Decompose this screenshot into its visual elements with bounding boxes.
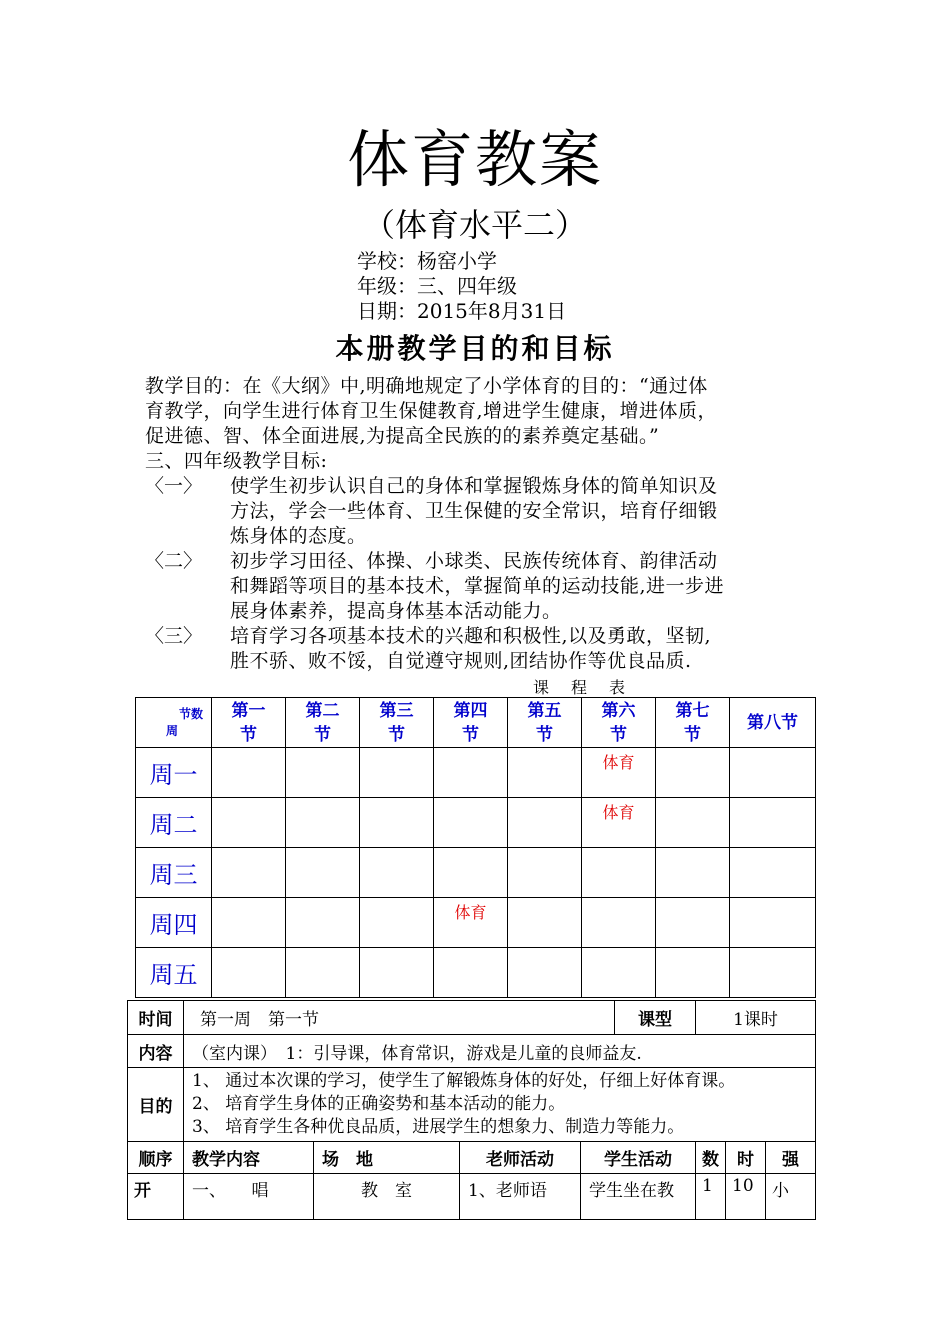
col-count: 数 <box>696 1142 726 1174</box>
day-label: 周二 <box>136 798 212 848</box>
plan-header-row <box>128 1142 816 1174</box>
pe-class-cell: 体育 <box>434 898 508 948</box>
period-header: 第一 节 <box>212 698 286 748</box>
col-student: 学生活动 <box>581 1142 696 1174</box>
time-value: 第一周 第一节 <box>200 1010 319 1030</box>
goal-3-mark: 〈三〉 <box>145 625 203 647</box>
date-line: 日期：2015年8月31日 <box>357 299 567 323</box>
day-label: 周一 <box>136 748 212 798</box>
col-order: 顺序 <box>128 1142 184 1174</box>
schedule-corner-cell <box>136 698 212 748</box>
time-row <box>128 1001 816 1035</box>
row-content: 一、 唱 <box>184 1174 314 1220</box>
day-label: 周四 <box>136 898 212 948</box>
schedule-row <box>136 798 816 848</box>
lesson-plan-table <box>127 1000 816 1220</box>
row-count: 1 <box>696 1174 726 1220</box>
goal-1-text: 使学生初步认识自己的身体和掌握锻炼身体的简单知识及 方法，学会一些体育、卫生保健的安全常识，培育仔细锻 炼身体的态度。 <box>230 475 718 547</box>
time-label: 时间 <box>128 1001 184 1035</box>
period-header: 第八节 <box>730 698 816 748</box>
period-header: 第二 节 <box>286 698 360 748</box>
row-time: 10 <box>726 1174 766 1220</box>
purpose-line-1: 教学目的：在《大纲》中,明确地规定了小学体育的目的：“通过体 <box>145 375 708 397</box>
page-subtitle: （体育水平二） <box>362 206 587 244</box>
goal-item: 1、 通过本次课的学习，使学生了解锻炼身体的好处，仔细上好体育课。 <box>192 1071 736 1091</box>
school-line: 学校：杨窑小学 <box>357 249 497 273</box>
row-student: 学生坐在教 <box>581 1174 696 1220</box>
goal-label: 目的 <box>128 1068 184 1142</box>
schedule-row <box>136 948 816 998</box>
schedule-header-row <box>136 698 816 748</box>
row-venue: 教 室 <box>314 1174 460 1220</box>
grade-line: 年级：三、四年级 <box>357 274 517 298</box>
period-header: 第六 节 <box>582 698 656 748</box>
lesson-type-label: 课型 <box>614 1001 695 1034</box>
col-time: 时 <box>726 1142 766 1174</box>
content-row <box>128 1035 816 1068</box>
goal-2-text: 初步学习田径、体操、小球类、民族传统体育、韵律活动 和舞蹈等项目的基本技术，掌握简单的运动技能,进一步进 展身体素养，提高身体基本活动能力。 <box>230 550 725 622</box>
period-header: 第四 节 <box>434 698 508 748</box>
day-label: 周三 <box>136 848 212 898</box>
table-row <box>128 1174 816 1220</box>
corner-week-label: 周 <box>166 724 179 738</box>
content-value: （室内课） 1：引导课，体育常识，游戏是儿童的良师益友. <box>184 1035 816 1068</box>
day-label: 周五 <box>136 948 212 998</box>
col-intensity: 强 <box>766 1142 816 1174</box>
row-intensity: 小 <box>766 1174 816 1220</box>
goal-row <box>128 1068 816 1142</box>
page-title: 体育教案 <box>346 123 603 196</box>
lesson-type-value: 1课时 <box>696 1001 816 1035</box>
schedule-table <box>135 697 816 998</box>
goal-item: 2、 培育学生身体的正确姿势和基本活动的能力。 <box>192 1094 566 1114</box>
goal-item: 3、 培育学生各种优良品质，进展学生的想象力、制造力等能力。 <box>192 1117 685 1137</box>
goal-1-mark: 〈一〉 <box>145 475 203 497</box>
period-header: 第五 节 <box>508 698 582 748</box>
goal-2-mark: 〈二〉 <box>145 550 203 572</box>
schedule-row <box>136 848 816 898</box>
col-content: 教学内容 <box>184 1142 314 1174</box>
schedule-row <box>136 898 816 948</box>
period-header: 第三 节 <box>360 698 434 748</box>
content-label: 内容 <box>128 1035 184 1068</box>
goal-3-text: 培育学习各项基本技术的兴趣和积极性,以及勇敢，坚韧, 胜不骄、败不馁，自觉遵守规则,团结协作等优良品质. <box>230 625 712 672</box>
schedule-row <box>136 748 816 798</box>
pe-class-cell: 体育 <box>582 748 656 798</box>
pe-class-cell: 体育 <box>582 798 656 848</box>
corner-period-label: 节数 <box>178 707 203 721</box>
col-teacher: 老师活动 <box>460 1142 581 1174</box>
schedule-caption: 课程表 <box>533 678 648 697</box>
purpose-line-2: 育教学，向学生进行体育卫生保健教育,增进学生健康，增进体质， <box>145 400 718 422</box>
row-teacher: 1、老师语 <box>460 1174 581 1220</box>
period-header: 第七 节 <box>656 698 730 748</box>
grade-goals-heading: 三、四年级教学目标: <box>145 450 328 472</box>
goal-list <box>184 1068 816 1142</box>
row-order: 开 <box>128 1174 184 1220</box>
col-venue: 场 地 <box>314 1142 460 1174</box>
section-heading: 本册教学目的和目标 <box>335 332 615 365</box>
purpose-line-3: 促进德、智、体全面进展,为提高全民族的的素养奠定基础。” <box>145 425 660 447</box>
